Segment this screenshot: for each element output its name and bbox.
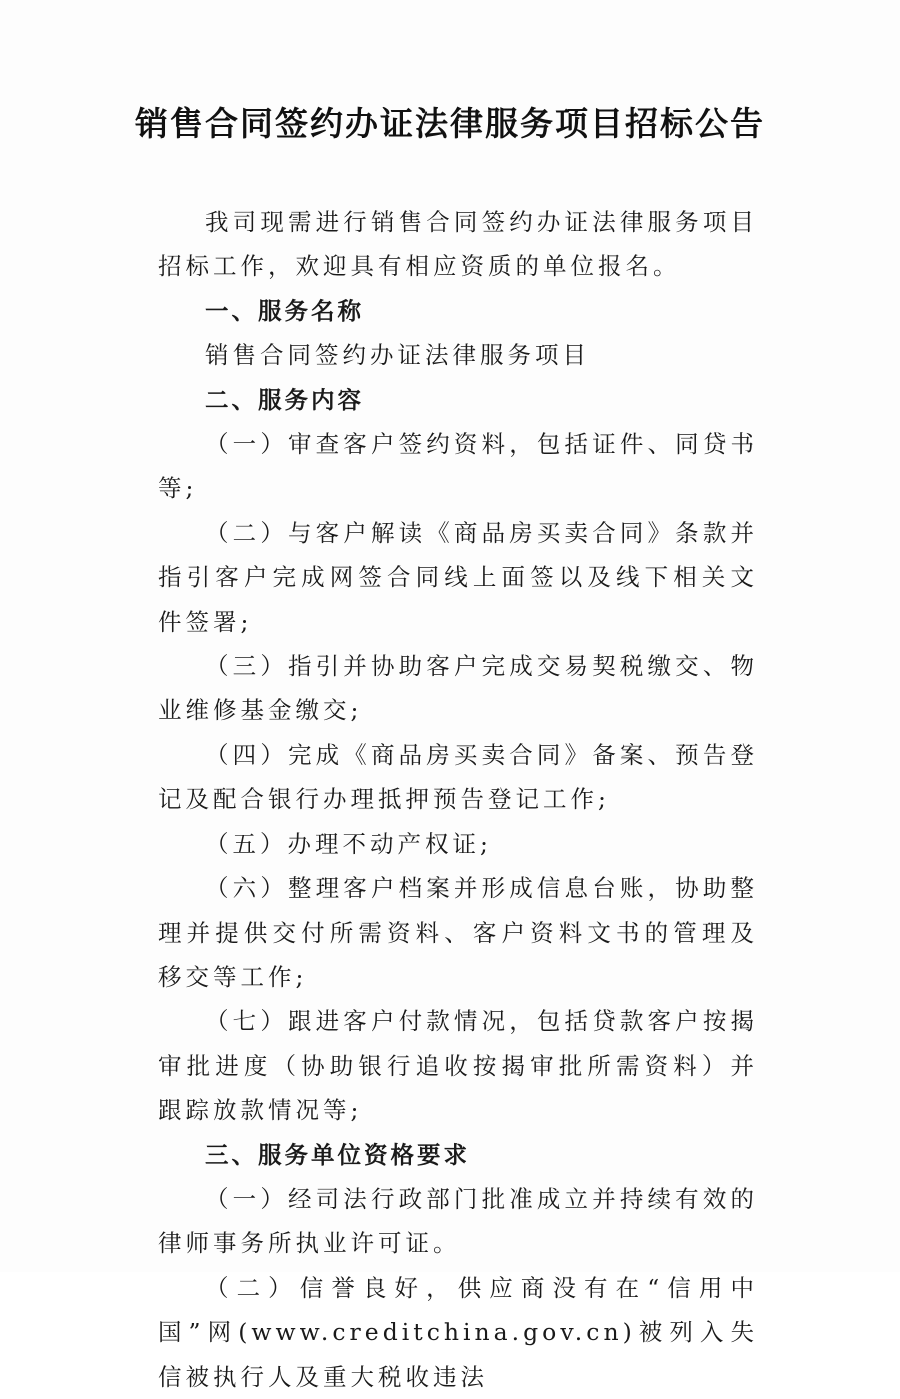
service-content-item: （五）办理不动产权证; [205, 829, 492, 858]
section-heading-qualifications: 三、服务单位资格要求 [205, 1140, 470, 1169]
service-content-item: （二）与客户解读《商品房买卖合同》条款并指引客户完成网签合同线上面签以及线下相关文件签署; [158, 518, 758, 636]
document-title: 销售合同签约办证法律服务项目招标公告 [135, 104, 765, 143]
service-content-item: （一）审查客户签约资料，包括证件、同贷书等; [158, 430, 758, 503]
qualification-item: （一）经司法行政部门批准成立并持续有效的律师事务所执业许可证。 [158, 1184, 758, 1258]
service-content-item: （六）整理客户档案并形成信息台账，协助整理并提供交付所需资料、客户资料文书的管理及移交等工作; [158, 874, 758, 991]
service-name-text: 销售合同签约办证法律服务项目 [205, 341, 590, 370]
intro-paragraph: 我司现需进行销售合同签约办证法律服务项目招标工作，欢迎具有相应资质的单位报名。 [158, 208, 758, 281]
service-content-item: （三）指引并协助客户完成交易契税缴交、物业维修基金缴交; [158, 652, 758, 725]
section-heading-service-name: 一、服务名称 [205, 296, 364, 325]
qualification-item: （二）信誉良好，供应商没有在“信用中国”网(www.creditchina.gov.cn)被列入失信被执行人及重大税收违法 [158, 1273, 758, 1391]
document-body [158, 200, 758, 1399]
service-content-item: （四）完成《商品房买卖合同》备案、预告登记及配合银行办理抵押预告登记工作; [158, 740, 758, 814]
section-heading-service-content: 二、服务内容 [205, 385, 364, 414]
service-content-item: （七）跟进客户付款情况，包括贷款客户按揭审批进度（协助银行追收按揭审批所需资料）并跟踪放款情况等; [158, 1007, 758, 1125]
